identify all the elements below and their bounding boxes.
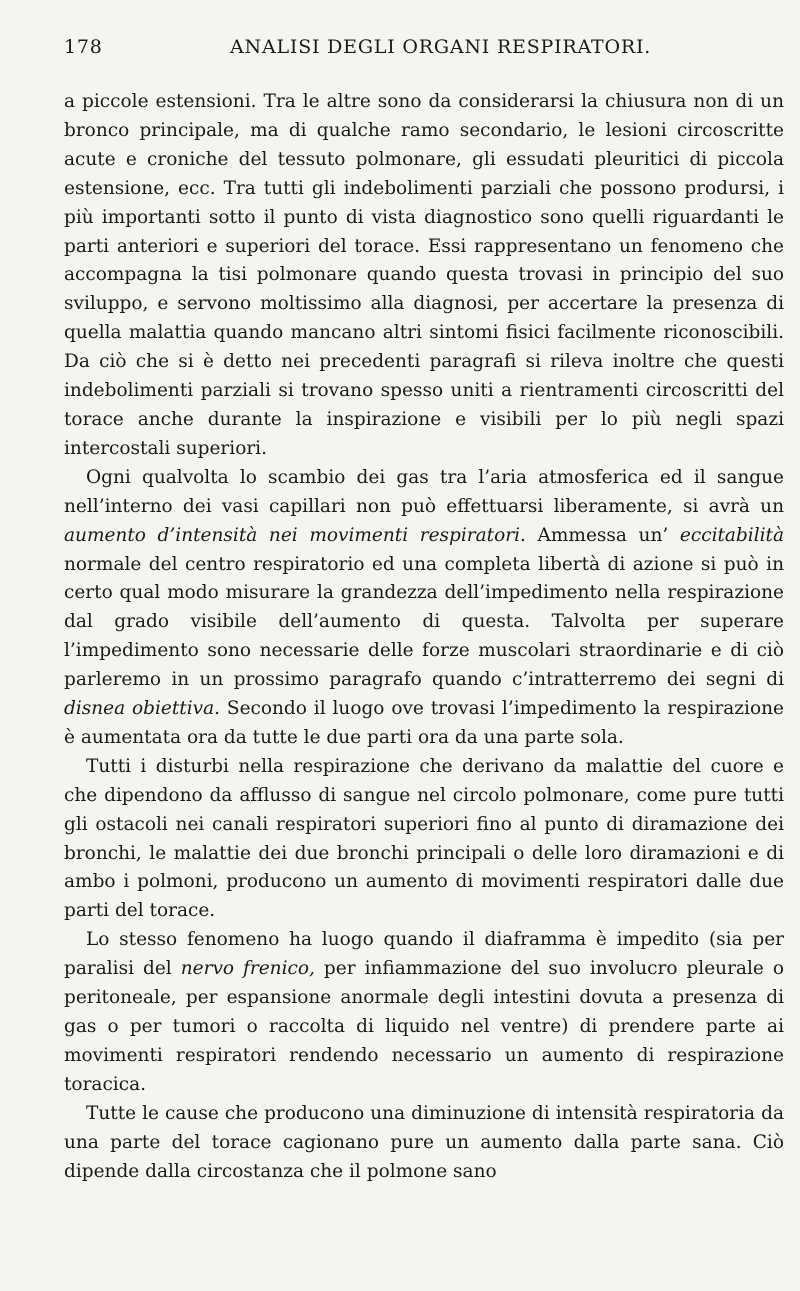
paragraph-3 [64, 753, 784, 926]
page-number: 178 [64, 36, 103, 58]
paragraph-4-text-1: Lo stesso fenomeno ha luogo quando il diaframma è impedito (sia per paralisi del [64, 929, 784, 980]
paragraph-2-text-4: Secondo il luogo ove trovasi l’impedimento la respirazione è aumentata ora da tutte le due parti ora da una parte sola. [64, 698, 784, 748]
paragraph-2-text-3: normale del centro respiratorio ed una completa libertà di azione si può in certo qual modo misurare la grandezza dell’impedimento nella respirazione dal grado visibile dell’aumento di questa. Talvolta per superare l’impedimento sono necessarie delle forze muscolari straordinarie e di ciò parleremo in un prossimo paragrafo quando c’intratterremo dei segni di [64, 553, 784, 691]
paragraph-4-italic-1: nervo frenico, [180, 958, 315, 980]
paragraph-5-text: Tutte le cause che producono una diminuzione di intensità respiratoria da una parte del torace cagionano pure un aumento dalla parte sana. Ciò dipende dalla circostanza che il polmone sano [64, 1102, 784, 1182]
paragraph-2-text-1: Ogni qualvolta lo scambio dei gas tra l’aria atmosferica ed il sangue nell’interno dei vasi capillari non può effettuarsi liberamente, si avrà un [64, 466, 784, 517]
paragraph-2-text-2: Ammessa un’ [525, 524, 680, 546]
paragraph-1-text: a piccole estensioni. Tra le altre sono da considerarsi la chiusura non di un bronco principale, ma di qualche ramo secondario, le lesioni circoscritte acute e croniche del tessuto polmonare, gli essudati pleuritici di piccola estensione, ecc. Tra tutti gli indebolimenti parziali che possono prodursi, i più importanti sotto il punto di vista diagnostico sono quelli riguardanti le parti anteriori e superiori del torace. Essi rappresentano un fenomeno che accompagna la tisi polmonare quando questa trovasi in principio del suo sviluppo, e servono moltissimo alla diagnosi, per accertare la presenza di quella malattia quando mancano altri sintomi fisici facilmente riconoscibili. Da ciò che si è detto nei precedenti paragrafi si rileva inoltre che questi indebolimenti parziali si trovano spesso uniti a rientramenti circoscritti del torace anche durante la inspirazione e visibili per lo più negli spazi intercostali superiori. [64, 91, 784, 459]
paragraph-2-italic-1: aumento d’intensità nei movimenti respiratori. [64, 524, 526, 546]
page-header [64, 36, 774, 72]
paragraph-2-italic-2: eccitabilità [679, 524, 785, 546]
paragraph-2-italic-3: disnea obiettiva. [64, 698, 221, 720]
paragraph-4-text-2: per infiammazione del suo involucro pleurale o peritoneale, per espansione anormale degli intestini dovuta a presenza di gas o per tumori o raccolta di liquido nel ventre) di prendere parte ai movimenti respiratori rendendo necessario un aumento di respirazione toracica. [64, 958, 784, 1095]
paragraph-1 [64, 88, 784, 464]
paragraph-5 [64, 1100, 784, 1187]
paragraph-3-text: Tutti i disturbi nella respirazione che derivano da malattie del cuore e che dipendono da afflusso di sangue nel circolo polmonare, come pure tutti gli ostacoli nei canali respiratori superiori fino al punto di diramazione dei bronchi, le malattie dei due bronchi principali o delle loro diramazioni e di ambo i polmoni, producono un aumento di movimenti respiratori dalle due parti del torace. [64, 755, 784, 922]
paragraph-2 [64, 464, 784, 753]
paragraph-4 [64, 926, 784, 1099]
running-title: ANALISI DEGLI ORGANI RESPIRATORI. [230, 36, 652, 58]
body-text [64, 88, 784, 1186]
